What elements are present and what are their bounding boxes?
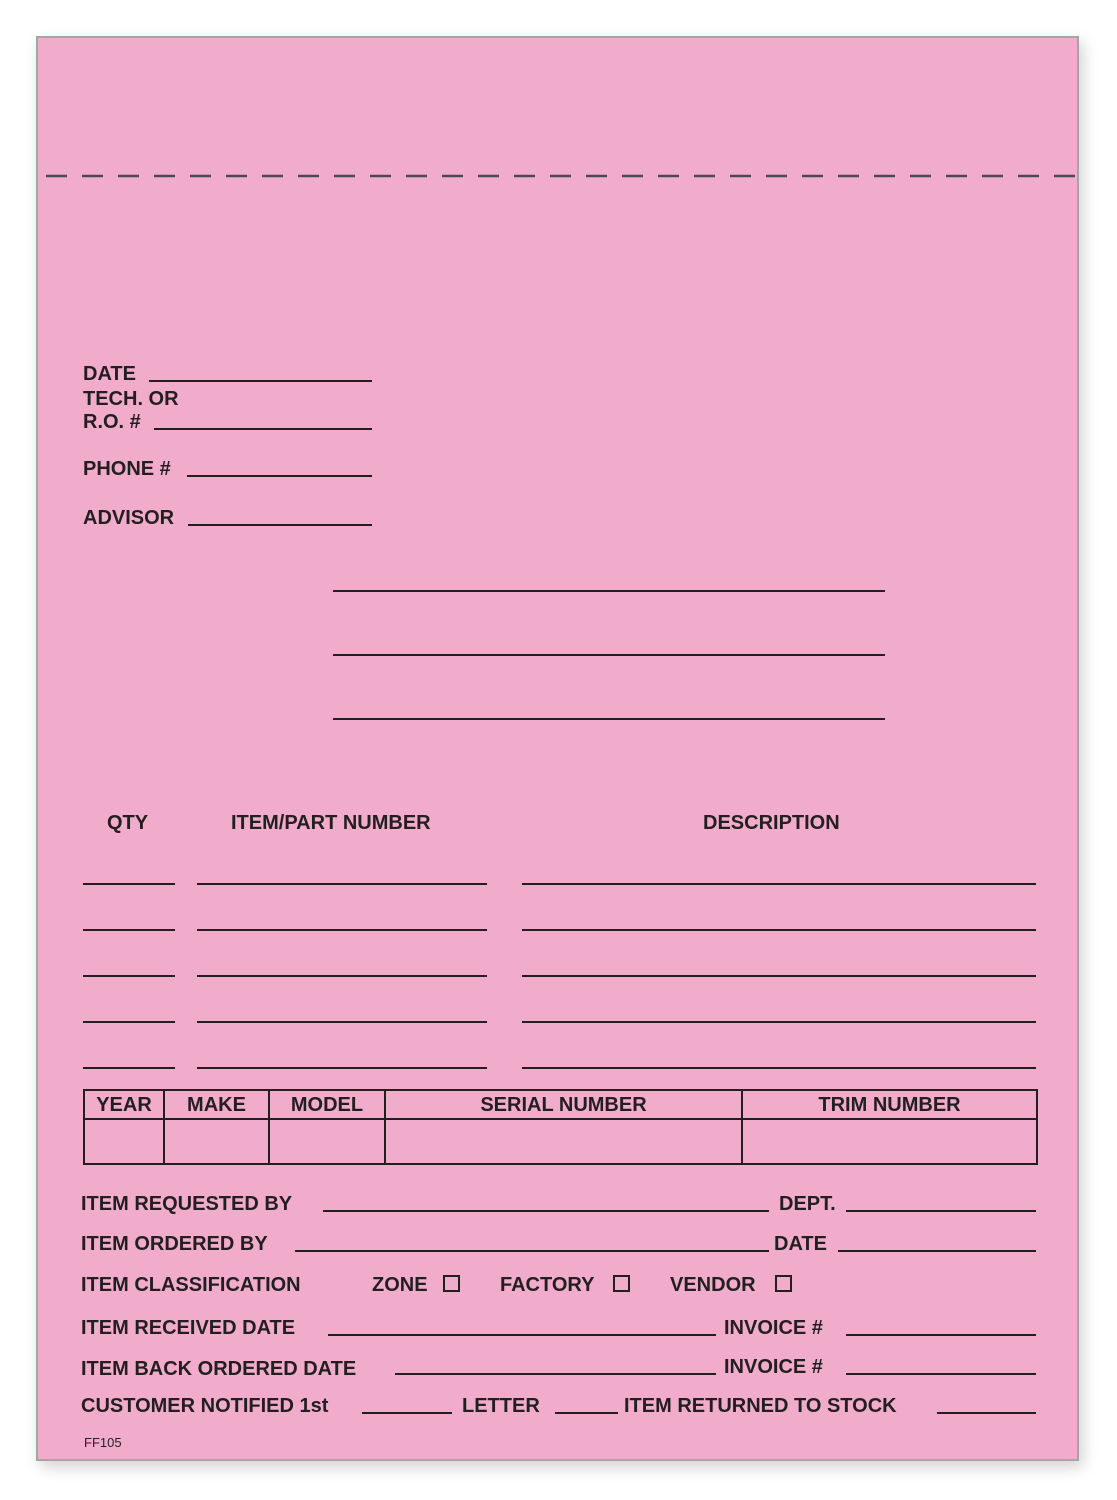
qty-field[interactable] bbox=[83, 1067, 175, 1069]
received-date-field[interactable] bbox=[328, 1334, 716, 1336]
description-field[interactable] bbox=[522, 975, 1036, 977]
part-number-field[interactable] bbox=[197, 883, 487, 885]
invoice-label-1: INVOICE # bbox=[724, 1317, 823, 1339]
year-header: YEAR bbox=[84, 1090, 164, 1119]
perforation-line bbox=[38, 174, 1079, 178]
tech-label: TECH. OR bbox=[83, 388, 179, 410]
invoice-field-2[interactable] bbox=[846, 1373, 1036, 1375]
ordered-by-label: ITEM ORDERED BY bbox=[81, 1233, 268, 1255]
qty-field[interactable] bbox=[83, 883, 175, 885]
back-ordered-date-label: ITEM BACK ORDERED DATE bbox=[81, 1358, 357, 1380]
description-field[interactable] bbox=[522, 929, 1036, 931]
order-date-label: DATE bbox=[774, 1233, 827, 1255]
back-ordered-date-field[interactable] bbox=[395, 1373, 716, 1375]
part-number-field[interactable] bbox=[197, 1021, 487, 1023]
qty-field[interactable] bbox=[83, 929, 175, 931]
requested-by-field[interactable] bbox=[323, 1210, 769, 1212]
vehicle-table bbox=[83, 1089, 1038, 1165]
tech-ro-field[interactable] bbox=[154, 428, 372, 430]
year-cell[interactable] bbox=[84, 1119, 164, 1164]
letter-label: LETTER bbox=[462, 1395, 540, 1417]
model-cell[interactable] bbox=[269, 1119, 385, 1164]
description-field[interactable] bbox=[522, 883, 1036, 885]
part-number-field[interactable] bbox=[197, 1067, 487, 1069]
invoice-label-2: INVOICE # bbox=[724, 1356, 823, 1378]
qty-header: QTY bbox=[107, 812, 149, 834]
address-line-2[interactable] bbox=[333, 654, 885, 656]
customer-notified-label: CUSTOMER NOTIFIED 1st bbox=[81, 1395, 329, 1417]
model-header: MODEL bbox=[269, 1090, 385, 1119]
part-number-header: ITEM/PART NUMBER bbox=[231, 812, 431, 834]
serial-number-header: SERIAL NUMBER bbox=[385, 1090, 742, 1119]
advisor-label: ADVISOR bbox=[83, 507, 175, 529]
form-code: FF105 bbox=[84, 1435, 122, 1450]
trim-number-header: TRIM NUMBER bbox=[742, 1090, 1037, 1119]
part-number-field[interactable] bbox=[197, 929, 487, 931]
advisor-field[interactable] bbox=[188, 524, 372, 526]
trim-number-cell[interactable] bbox=[742, 1119, 1037, 1164]
description-field[interactable] bbox=[522, 1067, 1036, 1069]
returned-to-stock-label: ITEM RETURNED TO STOCK bbox=[624, 1395, 897, 1417]
letter-field[interactable] bbox=[555, 1412, 618, 1414]
classification-label: ITEM CLASSIFICATION bbox=[81, 1274, 301, 1296]
vendor-label: VENDOR bbox=[670, 1274, 756, 1296]
dept-label: DEPT. bbox=[779, 1193, 836, 1215]
requested-by-label: ITEM REQUESTED BY bbox=[81, 1193, 293, 1215]
make-header: MAKE bbox=[164, 1090, 269, 1119]
ordered-by-field[interactable] bbox=[295, 1250, 769, 1252]
description-field[interactable] bbox=[522, 1021, 1036, 1023]
vehicle-table-header bbox=[84, 1090, 1037, 1119]
date-label: DATE bbox=[83, 363, 136, 385]
description-header: DESCRIPTION bbox=[703, 812, 840, 834]
ro-label: R.O. # bbox=[83, 411, 141, 433]
part-number-field[interactable] bbox=[197, 975, 487, 977]
date-field[interactable] bbox=[149, 380, 372, 382]
factory-label: FACTORY bbox=[500, 1274, 595, 1296]
customer-notified-field[interactable] bbox=[362, 1412, 452, 1414]
returned-to-stock-field[interactable] bbox=[937, 1412, 1036, 1414]
invoice-field-1[interactable] bbox=[846, 1334, 1036, 1336]
dept-field[interactable] bbox=[846, 1210, 1036, 1212]
make-cell[interactable] bbox=[164, 1119, 269, 1164]
phone-field[interactable] bbox=[187, 475, 372, 477]
phone-label: PHONE # bbox=[83, 458, 171, 480]
factory-checkbox[interactable] bbox=[613, 1275, 630, 1292]
vehicle-table-row bbox=[84, 1119, 1037, 1164]
serial-number-cell[interactable] bbox=[385, 1119, 742, 1164]
order-date-field[interactable] bbox=[838, 1250, 1036, 1252]
qty-field[interactable] bbox=[83, 975, 175, 977]
qty-field[interactable] bbox=[83, 1021, 175, 1023]
vendor-checkbox[interactable] bbox=[775, 1275, 792, 1292]
zone-label: ZONE bbox=[372, 1274, 428, 1296]
parts-tag-form bbox=[36, 36, 1079, 1461]
zone-checkbox[interactable] bbox=[443, 1275, 460, 1292]
address-line-1[interactable] bbox=[333, 590, 885, 592]
received-date-label: ITEM RECEIVED DATE bbox=[81, 1317, 296, 1339]
address-line-3[interactable] bbox=[333, 718, 885, 720]
